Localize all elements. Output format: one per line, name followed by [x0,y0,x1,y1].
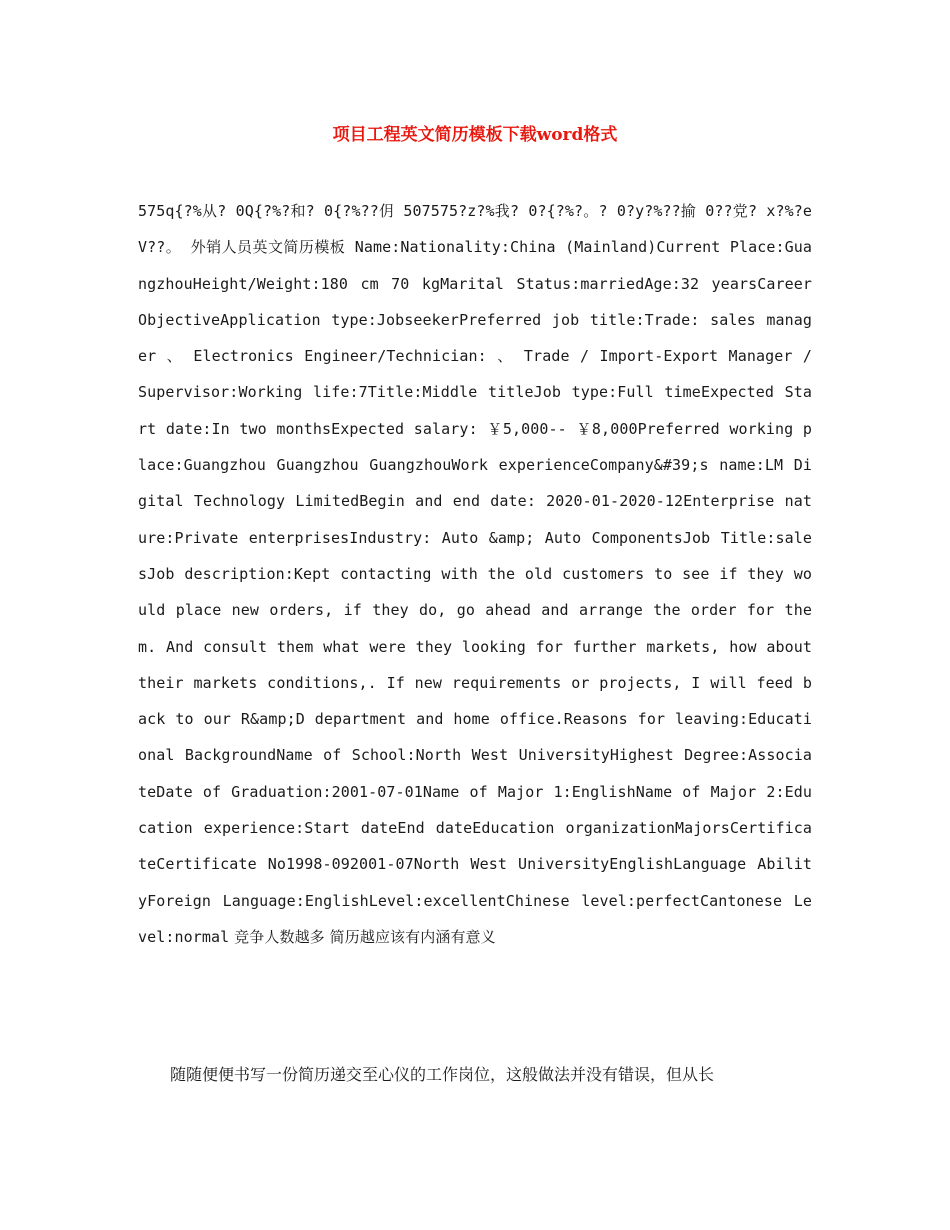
resume-body-text: 575q{?%从? 0Q{?%?和? 0{?%??仴 507575?z?%我? 0?{?%?。? 0?y?%??揄 0??党? x?%?eV??。 外销人员英文简历模板 Name:Nationality:China (Mainland)Current Place:GuangzhouHeight/Weight:180 cm 70 kgMarital Status:marriedAge:32 yearsCareer ObjectiveApplication type:JobseekerPreferred job title:Trade: sales manager 、 Electronics Engineer/Technician: 、 Trade / Import-Export Manager / Supervisor:Working life:7Title:Middle titleJob type:Full timeExpected Start date:In two monthsExpected salary: ￥5,000-- ￥8,000Preferred working place:Guangzhou Guangzhou GuangzhouWork experienceCompany&#39;s name:LM Digital Technology LimitedBegin and end date: 2020-01-2020-12Enterprise nature:Private enterprisesIndustry: Auto &amp; Auto ComponentsJob Title:salesJob description:Kept contacting with the old customers to see if they would place new orders, if they do, go ahead and arrange the order for them. And consult them what were they looking for further markets, how about their markets conditions,. If new requirements or projects, I will feed back to our R&amp;D department and home office.Reasons for leaving:Educational BackgroundName of School:North West UniversityHighest Degree:AssociateDate of Graduation:2001-07-01Name of Major 1:EnglishName of Major 2:Education experience:Start dateEnd dateEducation organizationMajorsCertificateCertificate No1998-092001-07North West UniversityEnglishLanguage AbilityForeign Language:EnglishLevel:excellentChinese level:perfectCantonese Level:normal [138,202,812,946]
resume-body-tail: 竞争人数越多 简历越应该有内涵有意义 [229,927,496,946]
resume-body-paragraph [138,193,812,955]
second-paragraph: 随随便便书写一份简历递交至心仪的工作岗位，这般做法并没有错误，但从长 [170,1065,715,1084]
document-title: 项目工程英文简历模板下载word格式 [332,125,618,145]
